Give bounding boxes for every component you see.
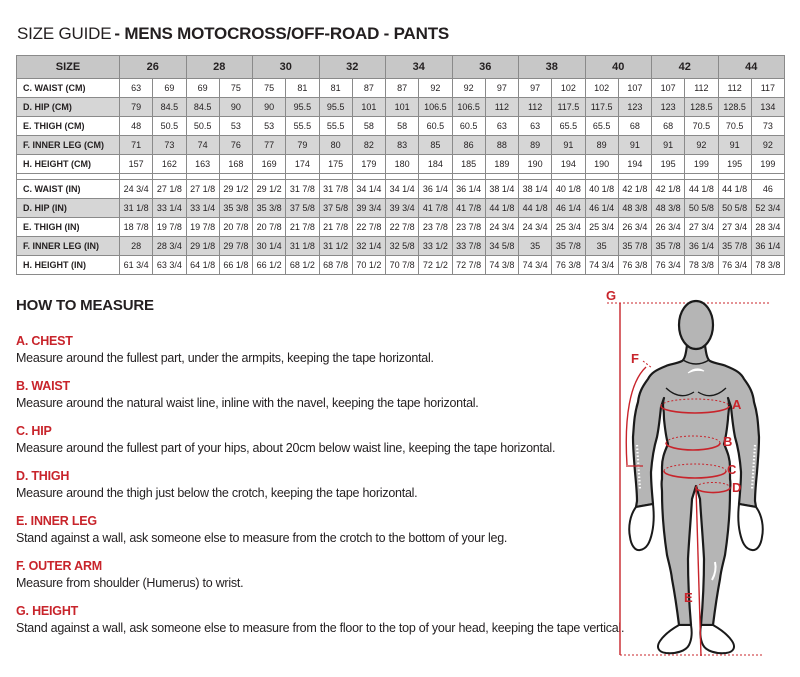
size-column-header: 30 (253, 56, 320, 79)
row-label: E. THIGH (CM) (17, 117, 120, 136)
measurement-value-cell: 68 1/2 (286, 256, 319, 275)
measurement-value-cell: 40 1/8 (585, 180, 618, 199)
measurement-value-cell: 35 (585, 237, 618, 256)
measurement-value-cell: 189 (485, 155, 518, 174)
measurement-value-cell: 22 7/8 (352, 218, 385, 237)
measurement-value-cell: 46 1/4 (585, 199, 618, 218)
measurement-value-cell: 70.5 (685, 117, 718, 136)
left-hand-glove (629, 504, 653, 550)
measurement-value-cell: 55.5 (319, 117, 352, 136)
measurement-value-cell: 55.5 (286, 117, 319, 136)
measurement-value-cell: 80 (319, 136, 352, 155)
measurement-value-cell: 66 1/8 (219, 256, 252, 275)
measure-instruction (16, 424, 606, 455)
right-foot (700, 625, 734, 653)
size-column-header: 28 (186, 56, 253, 79)
measurement-value-cell: 60.5 (419, 117, 452, 136)
measurement-value-cell: 84.5 (186, 98, 219, 117)
measurement-value-cell: 199 (685, 155, 718, 174)
measurement-value-cell: 112 (519, 98, 552, 117)
measurement-value-cell: 37 5/8 (319, 199, 352, 218)
measurement-value-cell: 92 (685, 136, 718, 155)
size-column-header: 36 (452, 56, 519, 79)
measurement-value-cell: 64 1/8 (186, 256, 219, 275)
measurement-value-cell: 31 1/2 (319, 237, 352, 256)
measurement-value-cell: 79 (286, 136, 319, 155)
measurement-value-cell: 76 3/8 (618, 256, 651, 275)
row-label: C. WAIST (IN) (17, 180, 120, 199)
measurement-row-in (17, 218, 785, 237)
measurement-value-cell: 106.5 (419, 98, 452, 117)
measurement-value-cell: 42 1/8 (652, 180, 685, 199)
how-to-measure-section (16, 297, 625, 649)
measurement-value-cell: 27 1/8 (153, 180, 186, 199)
measurement-row-in (17, 180, 785, 199)
size-column-header: 26 (120, 56, 187, 79)
measurement-row-in (17, 256, 785, 275)
measurement-value-cell: 117.5 (585, 98, 618, 117)
measurement-value-cell: 19 7/8 (153, 218, 186, 237)
measurement-row-cm (17, 117, 785, 136)
measurement-value-cell: 63 (120, 79, 153, 98)
height-label: G (606, 288, 617, 303)
measurement-value-cell: 71 (120, 136, 153, 155)
measure-instruction (16, 559, 606, 590)
measurement-value-cell: 179 (352, 155, 385, 174)
measurement-value-cell: 31 7/8 (286, 180, 319, 199)
chest-label: A (732, 397, 742, 412)
measurement-value-cell: 35 (519, 237, 552, 256)
measurement-value-cell: 40 1/8 (552, 180, 585, 199)
measurement-value-cell: 25 3/4 (552, 218, 585, 237)
row-label: H. HEIGHT (CM) (17, 155, 120, 174)
measure-instruction-text: Measure around the fullest part of your hips, about 20cm below waist line, keeping the tape horizontal. (16, 441, 556, 455)
measurement-value-cell: 60.5 (452, 117, 485, 136)
measurement-value-cell: 38 1/4 (485, 180, 518, 199)
measurement-value-cell: 52 3/4 (751, 199, 784, 218)
measurement-value-cell: 32 5/8 (386, 237, 419, 256)
right-hand-glove (738, 504, 762, 550)
measure-instruction (16, 604, 625, 635)
measurement-value-cell: 33 1/4 (153, 199, 186, 218)
row-label: E. THIGH (IN) (17, 218, 120, 237)
measurement-row-cm (17, 79, 785, 98)
size-column-header: 32 (319, 56, 386, 79)
measurement-value-cell: 195 (652, 155, 685, 174)
measure-instruction (16, 334, 606, 365)
measurement-value-cell: 76 3/4 (718, 256, 751, 275)
measurement-value-cell: 74 3/4 (585, 256, 618, 275)
measure-instruction (16, 469, 606, 500)
measurement-value-cell: 41 7/8 (452, 199, 485, 218)
measurement-value-cell: 180 (386, 155, 419, 174)
measurement-value-cell: 69 (153, 79, 186, 98)
measurement-value-cell: 36 1/4 (751, 237, 784, 256)
measurement-value-cell: 50.5 (186, 117, 219, 136)
measurement-value-cell: 37 5/8 (286, 199, 319, 218)
measurement-value-cell: 27 3/4 (718, 218, 751, 237)
measurement-value-cell: 35 7/8 (552, 237, 585, 256)
measurement-value-cell: 65.5 (552, 117, 585, 136)
measurement-value-cell: 23 7/8 (452, 218, 485, 237)
measurement-value-cell: 86 (452, 136, 485, 155)
measurement-value-cell: 34 1/4 (386, 180, 419, 199)
measurement-value-cell: 92 (452, 79, 485, 98)
how-to-measure-heading: HOW TO MEASURE (16, 297, 154, 314)
measurement-value-cell: 190 (585, 155, 618, 174)
measurement-value-cell: 90 (253, 98, 286, 117)
measurement-value-cell: 58 (386, 117, 419, 136)
measurement-value-cell: 18 7/8 (120, 218, 153, 237)
measurement-value-cell: 112 (485, 98, 518, 117)
measurement-value-cell: 68 7/8 (319, 256, 352, 275)
measurement-value-cell: 101 (352, 98, 385, 117)
measurement-value-cell: 35 3/8 (219, 199, 252, 218)
measurement-value-cell: 97 (519, 79, 552, 98)
row-label: D. HIP (IN) (17, 199, 120, 218)
measurement-value-cell: 74 3/4 (519, 256, 552, 275)
measurement-value-cell: 112 (718, 79, 751, 98)
measurement-value-cell: 65.5 (585, 117, 618, 136)
measurement-value-cell: 50 5/8 (718, 199, 751, 218)
measurement-value-cell: 24 3/4 (485, 218, 518, 237)
measurement-row-cm (17, 155, 785, 174)
left-foot (658, 625, 692, 653)
hip-label: C (727, 462, 737, 477)
measurement-value-cell: 195 (718, 155, 751, 174)
measurement-value-cell: 41 7/8 (419, 199, 452, 218)
row-label: D. HIP (CM) (17, 98, 120, 117)
measurement-value-cell: 34 1/4 (352, 180, 385, 199)
measurement-value-cell: 89 (585, 136, 618, 155)
measurement-value-cell: 32 1/4 (352, 237, 385, 256)
outer-arm-label: F (631, 351, 639, 366)
measurement-value-cell: 21 7/8 (319, 218, 352, 237)
measurement-value-cell: 22 7/8 (386, 218, 419, 237)
measurement-value-cell: 95.5 (286, 98, 319, 117)
measurement-value-cell: 76 (219, 136, 252, 155)
measurement-value-cell: 20 7/8 (253, 218, 286, 237)
measurement-value-cell: 28 (120, 237, 153, 256)
measurement-value-cell: 29 1/8 (186, 237, 219, 256)
measurement-value-cell: 194 (618, 155, 651, 174)
measurement-row-in (17, 199, 785, 218)
measurement-value-cell: 36 1/4 (452, 180, 485, 199)
measurement-value-cell: 168 (219, 155, 252, 174)
measurement-value-cell: 102 (585, 79, 618, 98)
page-title-main: - MENS MOTOCROSS/OFF-ROAD - PANTS (114, 24, 450, 43)
measurement-value-cell: 174 (286, 155, 319, 174)
measurement-value-cell: 44 1/8 (519, 199, 552, 218)
measurement-value-cell: 63 (519, 117, 552, 136)
measurement-value-cell: 184 (419, 155, 452, 174)
size-table (16, 55, 785, 275)
measurement-value-cell: 53 (253, 117, 286, 136)
size-table-header-row (17, 56, 785, 79)
measurement-value-cell: 35 7/8 (718, 237, 751, 256)
measurement-value-cell: 74 3/8 (485, 256, 518, 275)
measure-instruction-title: G. HEIGHT (16, 604, 79, 618)
measurement-value-cell: 107 (652, 79, 685, 98)
measurement-value-cell: 123 (652, 98, 685, 117)
page-title (17, 24, 449, 44)
measurement-value-cell: 162 (153, 155, 186, 174)
measurement-value-cell: 128.5 (685, 98, 718, 117)
measurement-value-cell: 39 3/4 (352, 199, 385, 218)
measurement-value-cell: 83 (386, 136, 419, 155)
measurement-value-cell: 48 (120, 117, 153, 136)
measurement-value-cell: 24 3/4 (120, 180, 153, 199)
measurement-value-cell: 97 (485, 79, 518, 98)
measurement-value-cell: 89 (519, 136, 552, 155)
measurement-value-cell: 28 3/4 (751, 218, 784, 237)
measurement-value-cell: 88 (485, 136, 518, 155)
measurement-value-cell: 185 (452, 155, 485, 174)
measurement-value-cell: 81 (319, 79, 352, 98)
measurement-value-cell: 79 (120, 98, 153, 117)
measurement-value-cell: 163 (186, 155, 219, 174)
measurement-value-cell: 34 5/8 (485, 237, 518, 256)
measurement-value-cell: 75 (219, 79, 252, 98)
row-label: C. WAIST (CM) (17, 79, 120, 98)
measurement-value-cell: 26 3/4 (652, 218, 685, 237)
measurement-value-cell: 35 7/8 (618, 237, 651, 256)
measurement-value-cell: 66 1/2 (253, 256, 286, 275)
measurement-value-cell: 91 (652, 136, 685, 155)
row-label: F. INNER LEG (CM) (17, 136, 120, 155)
measurement-value-cell: 44 1/8 (485, 199, 518, 218)
measure-instruction-title: F. OUTER ARM (16, 559, 103, 573)
measurement-value-cell: 112 (685, 79, 718, 98)
measurement-value-cell: 92 (751, 136, 784, 155)
measure-instruction-title: A. CHEST (16, 334, 73, 348)
measure-instruction-title: C. HIP (16, 424, 52, 438)
measurement-value-cell: 128.5 (718, 98, 751, 117)
measurement-value-cell: 29 1/2 (219, 180, 252, 199)
measurement-value-cell: 117 (751, 79, 784, 98)
measurement-value-cell: 39 3/4 (386, 199, 419, 218)
measurement-value-cell: 199 (751, 155, 784, 174)
row-label: H. HEIGHT (IN) (17, 256, 120, 275)
measure-instruction-text: Measure around the fullest part, under the armpits, keeping the tape horizontal. (16, 351, 434, 365)
thigh-label: D (732, 480, 742, 495)
measurement-value-cell: 101 (386, 98, 419, 117)
measurement-value-cell: 87 (386, 79, 419, 98)
measure-instruction (16, 514, 606, 545)
measurement-figure (600, 287, 796, 677)
measurement-value-cell: 134 (751, 98, 784, 117)
measurement-value-cell: 46 (751, 180, 784, 199)
measurement-row-cm (17, 98, 785, 117)
outer-arm-dashed-tick (643, 361, 652, 368)
measure-instruction-text: Stand against a wall, ask someone else to measure from the floor to the top of your head, keeping the tape vertical. (16, 621, 625, 635)
size-column-header: 40 (585, 56, 652, 79)
measurement-value-cell: 53 (219, 117, 252, 136)
measurement-row-in (17, 237, 785, 256)
measurement-value-cell: 73 (751, 117, 784, 136)
size-column-header: 34 (386, 56, 453, 79)
measurement-value-cell: 50.5 (153, 117, 186, 136)
measurement-value-cell: 76 3/4 (652, 256, 685, 275)
measurement-value-cell: 194 (552, 155, 585, 174)
measurement-value-cell: 44 1/8 (718, 180, 751, 199)
measurement-value-cell: 107 (618, 79, 651, 98)
measurement-value-cell: 63 (485, 117, 518, 136)
measurement-value-cell: 33 1/4 (186, 199, 219, 218)
measurement-value-cell: 75 (253, 79, 286, 98)
body-diagram (600, 287, 796, 677)
measurement-value-cell: 68 (652, 117, 685, 136)
measurement-value-cell: 30 1/4 (253, 237, 286, 256)
measurement-value-cell: 31 1/8 (120, 199, 153, 218)
measurement-value-cell: 74 (186, 136, 219, 155)
size-column-header: 38 (519, 56, 586, 79)
measurement-value-cell: 70.5 (718, 117, 751, 136)
measure-instruction-title: E. INNER LEG (16, 514, 97, 528)
measure-instruction-title: B. WAIST (16, 379, 70, 393)
measurement-value-cell: 72 7/8 (452, 256, 485, 275)
measurement-value-cell: 73 (153, 136, 186, 155)
measurement-value-cell: 42 1/8 (618, 180, 651, 199)
measurement-value-cell: 24 3/4 (519, 218, 552, 237)
measurement-value-cell: 85 (419, 136, 452, 155)
measurement-value-cell: 84.5 (153, 98, 186, 117)
measurement-value-cell: 33 1/2 (419, 237, 452, 256)
measurement-value-cell: 35 7/8 (652, 237, 685, 256)
measurement-row-cm (17, 136, 785, 155)
measurement-value-cell: 190 (519, 155, 552, 174)
measurement-value-cell: 169 (253, 155, 286, 174)
waist-label: B (723, 434, 733, 449)
measurement-value-cell: 48 3/8 (652, 199, 685, 218)
measure-instruction-title: D. THIGH (16, 469, 70, 483)
measurement-value-cell: 46 1/4 (552, 199, 585, 218)
measurement-value-cell: 29 1/2 (253, 180, 286, 199)
measurement-value-cell: 27 3/4 (685, 218, 718, 237)
measurement-value-cell: 81 (286, 79, 319, 98)
measurement-value-cell: 92 (419, 79, 452, 98)
row-label: F. INNER LEG (IN) (17, 237, 120, 256)
size-column-header: 44 (718, 56, 785, 79)
measurement-value-cell: 82 (352, 136, 385, 155)
measurement-value-cell: 29 7/8 (219, 237, 252, 256)
measurement-value-cell: 25 3/4 (585, 218, 618, 237)
measurement-value-cell: 27 1/8 (186, 180, 219, 199)
measurement-value-cell: 36 1/4 (685, 237, 718, 256)
measurement-value-cell: 31 7/8 (319, 180, 352, 199)
measurement-value-cell: 70 7/8 (386, 256, 419, 275)
measurement-value-cell: 63 3/4 (153, 256, 186, 275)
measurement-value-cell: 28 3/4 (153, 237, 186, 256)
measurement-value-cell: 90 (219, 98, 252, 117)
measurement-value-cell: 23 7/8 (419, 218, 452, 237)
measurement-value-cell: 78 3/8 (751, 256, 784, 275)
measurement-value-cell: 58 (352, 117, 385, 136)
measurement-value-cell: 26 3/4 (618, 218, 651, 237)
measurement-value-cell: 175 (319, 155, 352, 174)
measurement-value-cell: 157 (120, 155, 153, 174)
measure-instruction (16, 379, 606, 410)
measurement-value-cell: 106.5 (452, 98, 485, 117)
measurement-value-cell: 31 1/8 (286, 237, 319, 256)
measurement-value-cell: 61 3/4 (120, 256, 153, 275)
measurement-value-cell: 38 1/4 (519, 180, 552, 199)
measurement-value-cell: 50 5/8 (685, 199, 718, 218)
measurement-value-cell: 91 (618, 136, 651, 155)
measurement-value-cell: 76 3/8 (552, 256, 585, 275)
measurement-value-cell: 36 1/4 (419, 180, 452, 199)
size-column-header: 42 (652, 56, 719, 79)
measurement-value-cell: 91 (552, 136, 585, 155)
measurement-value-cell: 87 (352, 79, 385, 98)
page-title-prefix: SIZE GUIDE (17, 24, 112, 43)
measurement-value-cell: 72 1/2 (419, 256, 452, 275)
measurement-value-cell: 68 (618, 117, 651, 136)
how-to-measure-list (16, 334, 625, 635)
measurement-value-cell: 33 7/8 (452, 237, 485, 256)
measurement-value-cell: 77 (253, 136, 286, 155)
measurement-value-cell: 20 7/8 (219, 218, 252, 237)
measurement-value-cell: 48 3/8 (618, 199, 651, 218)
measurement-value-cell: 91 (718, 136, 751, 155)
measure-instruction-text: Measure around the thigh just below the crotch, keeping the tape horizontal. (16, 486, 418, 500)
head (679, 301, 713, 349)
measurement-value-cell: 70 1/2 (352, 256, 385, 275)
measurement-value-cell: 123 (618, 98, 651, 117)
inner-leg-label: E (684, 590, 693, 605)
measurement-value-cell: 44 1/8 (685, 180, 718, 199)
measurement-value-cell: 69 (186, 79, 219, 98)
measure-instruction-text: Stand against a wall, ask someone else to measure from the crotch to the bottom of your leg. (16, 531, 508, 545)
measurement-value-cell: 117.5 (552, 98, 585, 117)
measurement-value-cell: 19 7/8 (186, 218, 219, 237)
measure-instruction-text: Measure around the natural waist line, inline with the navel, keeping the tape horizontal. (16, 396, 479, 410)
measure-instruction-text: Measure from shoulder (Humerus) to wrist. (16, 576, 244, 590)
measurement-value-cell: 21 7/8 (286, 218, 319, 237)
measurement-value-cell: 78 3/8 (685, 256, 718, 275)
measurement-value-cell: 35 3/8 (253, 199, 286, 218)
measurement-value-cell: 95.5 (319, 98, 352, 117)
measurement-value-cell: 102 (552, 79, 585, 98)
size-corner-header: SIZE (17, 56, 120, 79)
